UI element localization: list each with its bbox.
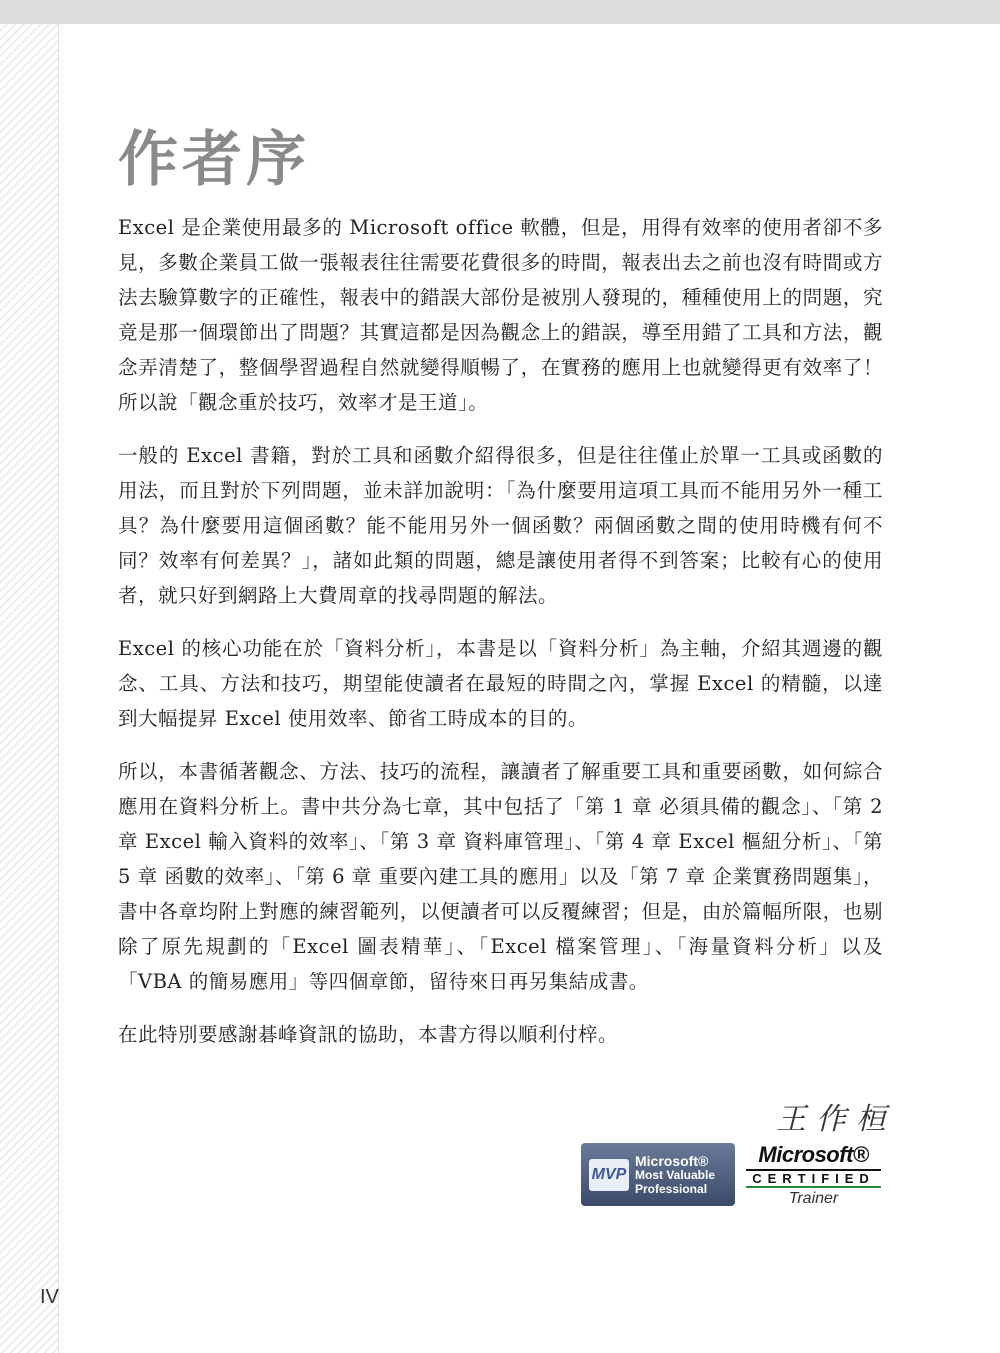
mvp-logo-icon: MVP (589, 1159, 629, 1191)
mvp-line-3: Professional (635, 1181, 708, 1196)
mvp-line-2: Most Valuable (635, 1167, 716, 1182)
side-margin-strip (0, 24, 59, 1353)
mct-line-1: Microsoft® (758, 1142, 869, 1167)
mct-line-3: Trainer (788, 1190, 839, 1207)
mct-line-2: CERTIFIED (746, 1169, 881, 1188)
paragraph-2: 一般的 Excel 書籍，對於工具和函數介紹得很多，但是往往僅止於單一工具或函數的用法，而且對於下列問題，並未詳加說明：「為什麼要用這項工具而不能用另外一種工具？為什麼要用這個函數？能不能用另外一個函數？兩個函數之間的使用時機有何不同？效率有何差異？」，諸如此類的問題，總是讓使用者得不到答案；比較有心的使用者，就只好到網路上大費周章的找尋問題的解法。 (118, 444, 883, 607)
mct-badge (746, 1142, 881, 1208)
top-bar (0, 0, 1000, 24)
paragraph-1: Excel 是企業使用最多的 Microsoft office 軟體，但是，用得有效率的使用者卻不多見，多數企業員工做一張報表往往需要花費很多的時間，報表出去之前也沒有時間或方法去驗算數字的正確性，報表中的錯誤大部份是被別人發現的，種種使用上的問題，究竟是那一個環節出了問題？其實這都是因為觀念上的錯誤，導至用錯了工具和方法，觀念弄清楚了，整個學習過程自然就變得順暢了，在實務的應用上也就變得更有效率了！所以說「觀念重於技巧，效率才是王道」。 (118, 216, 883, 414)
mvp-text (635, 1154, 715, 1196)
author-signature: 王作桓 (776, 1102, 896, 1137)
mvp-badge (581, 1143, 735, 1206)
paragraph-5: 在此特別要感謝碁峰資訊的協助，本書方得以順利付梓。 (118, 1023, 619, 1046)
paragraph-3: Excel 的核心功能在於「資料分析」，本書是以「資料分析」為主軸，介紹其週邊的觀念、工具、方法和技巧，期望能使讀者在最短的時間之內，掌握 Excel 的精髓，以達到大幅提昇 Excel 使用效率、節省工時成本的目的。 (118, 637, 883, 730)
page-title: 作者序 (118, 125, 310, 195)
mvp-line-1: Microsoft® (635, 1152, 709, 1169)
preface-body (118, 210, 883, 1070)
page-number: IV (40, 1286, 59, 1308)
paragraph-4: 所以，本書循著觀念、方法、技巧的流程，讓讀者了解重要工具和重要函數，如何綜合應用在資料分析上。書中共分為七章，其中包括了「第 1 章 必須具備的觀念」、「第 2 章 Excel 輸入資料的效率」、「第 3 章 資料庫管理」、「第 4 章 Excel 樞紐分析」、「第 5 章 函數的效率」、「第 6 章 重要內建工具的應用」以及「第 7 章 企業實務問題集」，書中各章均附上對應的練習範列，以便讀者可以反覆練習；但是，由於篇幅所限，也剔除了原先規劃的「Excel 圖表精華」、「Excel 檔案管理」、「海量資料分析」以及「VBA 的簡易應用」等四個章節，留待來日再另集結成書。 (118, 760, 883, 993)
